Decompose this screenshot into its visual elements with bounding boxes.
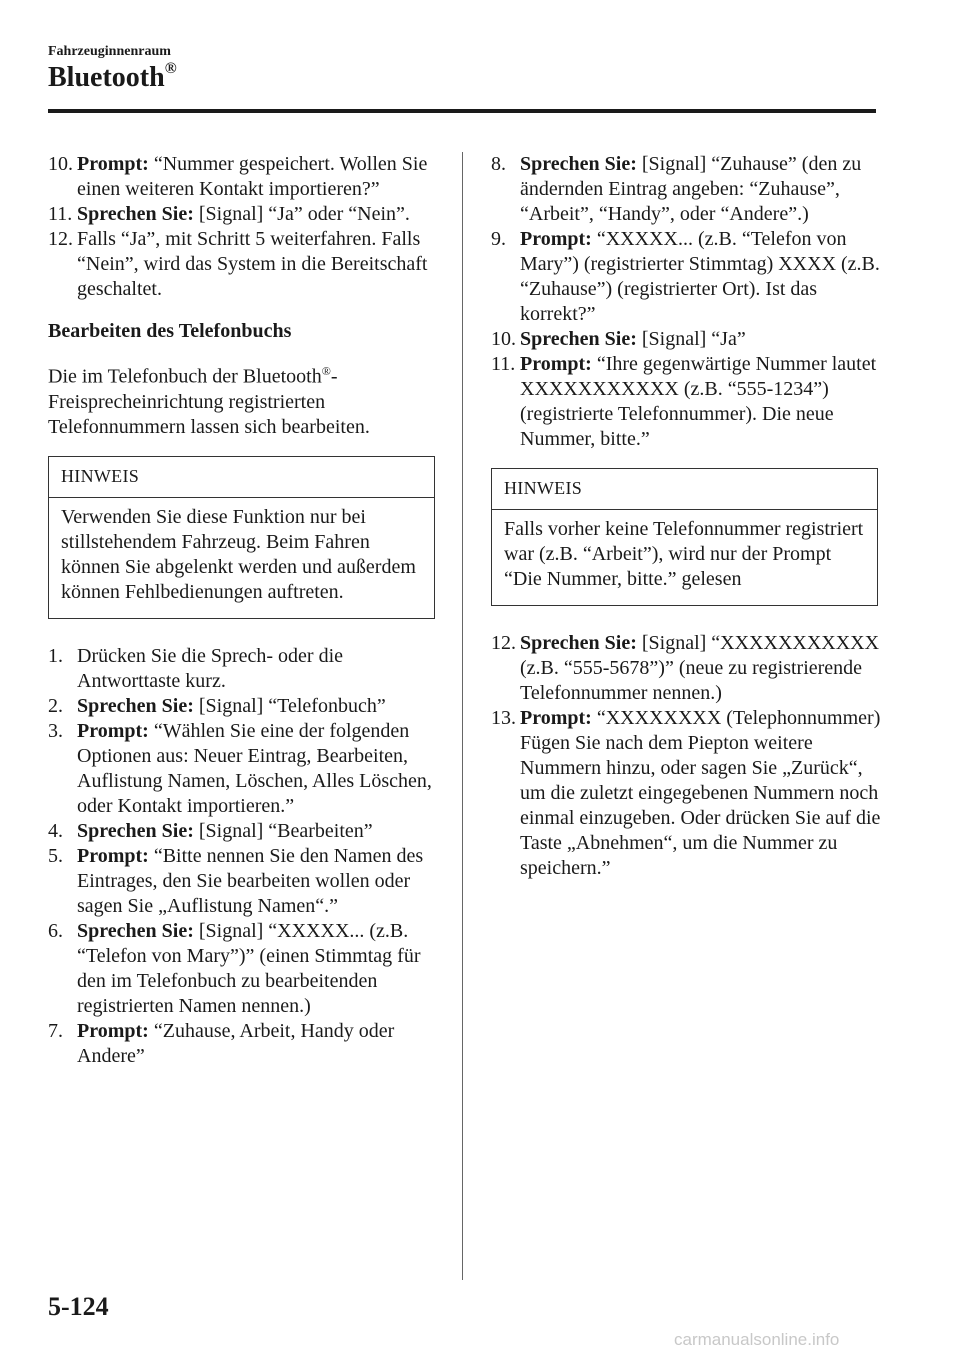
list-item — [48, 819, 438, 844]
list-item — [48, 844, 438, 919]
list-item — [48, 152, 438, 202]
step-text: “Bitte nennen Sie den Namen des Eintrages, den Sie bearbeiten wollen oder sagen Sie „Auflistung Namen“.” — [77, 844, 424, 917]
step-text: Drücken Sie die Sprech- oder die Antworttaste kurz. — [77, 644, 344, 692]
step-number: 1. — [48, 644, 63, 667]
step-label: Prompt: — [520, 353, 592, 375]
step-text: “XXXXX... (z.B. “Telefon von Mary”) (registrierter Stimmtag) XXXX (z.B. “Zuhause”) (registrierter Ort). Ist das korrekt?” — [520, 228, 880, 325]
step-number: 4. — [48, 819, 63, 842]
list-item — [491, 327, 881, 352]
step-number: 9. — [491, 228, 506, 250]
column-divider — [462, 152, 463, 1280]
step-text: [Signal] “Bearbeiten” — [193, 819, 373, 842]
step-label: Sprechen Sie: — [77, 694, 194, 717]
step-text: “Wählen Sie eine der folgenden Optionen aus: Neuer Eintrag, Bearbeiten, Auflistung Namen, Löschen, Alles Löschen, oder Kontakt importieren.” — [77, 719, 432, 817]
step-number: 10. — [491, 328, 516, 350]
step-list — [491, 152, 881, 452]
registered-mark: ® — [321, 364, 331, 378]
step-text: “XXXXXXXX (Telephonnummer) Fügen Sie nach dem Piepton weitere Nummern hinzu, oder sagen Sie „Zurück“, um die zuletzt eingegebenen Nummern noch einmal einzugeben. Oder drücken Sie auf die Taste „Abnehmen“, um die Nummer zu speichern.” — [520, 707, 881, 879]
step-list — [491, 631, 881, 881]
right-column — [491, 152, 881, 881]
step-number: 8. — [491, 153, 506, 175]
step-number: 6. — [48, 919, 63, 942]
step-label: Sprechen Sie: — [520, 328, 637, 350]
step-number: 12. — [48, 228, 73, 250]
list-item — [48, 1019, 438, 1069]
step-text: “Zuhause, Arbeit, Handy oder Andere” — [77, 1019, 395, 1067]
intro-text-b: -Freisprecheinrichtung registrierten Telefonnummern lassen sich bearbeiten. — [48, 365, 370, 438]
step-text: [Signal] “Ja” oder “Nein”. — [193, 203, 410, 225]
list-item — [48, 202, 438, 227]
step-list — [48, 644, 438, 1069]
step-label: Prompt: — [77, 844, 149, 867]
step-label: Sprechen Sie: — [520, 632, 637, 654]
step-number: 11. — [491, 353, 516, 375]
section-heading: Bearbeiten des Telefonbuchs — [48, 320, 292, 342]
page-title — [48, 62, 177, 94]
note-box — [491, 468, 878, 606]
step-number: 12. — [491, 632, 516, 654]
step-label: Prompt: — [77, 719, 149, 742]
step-list — [48, 152, 438, 302]
header-rule — [48, 109, 876, 113]
page-number: 5-124 — [48, 1292, 109, 1321]
step-text: Falls “Ja”, mit Schritt 5 weiterfahren. Falls “Nein”, wird das System in die Bereitschaft geschaltet. — [77, 228, 428, 300]
step-label: Sprechen Sie: — [77, 819, 194, 842]
note-text: Verwenden Sie diese Funktion nur bei stillstehendem Fahrzeug. Beim Fahren können Sie abgelenkt werden und außerdem können Fehlbedienungen auftreten. — [61, 505, 416, 603]
step-number: 2. — [48, 694, 63, 717]
step-text: [Signal] “Zuhause” (den zu ändernden Eintrag angeben: “Zuhause”, “Arbeit”, “Handy”, oder “Andere”.) — [520, 153, 862, 225]
left-column — [48, 152, 438, 1069]
list-item — [491, 227, 881, 327]
step-label: Prompt: — [77, 1019, 149, 1042]
list-item — [491, 631, 881, 706]
note-text: Falls vorher keine Telefonnummer registriert war (z.B. “Arbeit”), wird nur der Prompt “Die Nummer, bitte.” gelesen — [504, 518, 864, 590]
step-text: “Nummer gespeichert. Wollen Sie einen weiteren Kontakt importieren?” — [77, 153, 428, 200]
step-text: [Signal] “Telefonbuch” — [193, 694, 386, 717]
registered-mark: ® — [164, 60, 177, 77]
step-label: Sprechen Sie: — [520, 153, 637, 175]
step-number: 11. — [48, 203, 73, 225]
step-number: 5. — [48, 844, 63, 867]
step-label: Sprechen Sie: — [77, 203, 194, 225]
list-item — [48, 719, 438, 819]
list-item — [491, 352, 881, 452]
section-header: Fahrzeuginnenraum — [48, 44, 171, 59]
step-text: [Signal] “Ja” — [636, 328, 746, 350]
list-item — [48, 919, 438, 1019]
note-box — [48, 456, 435, 619]
list-item — [491, 706, 881, 881]
list-item — [491, 152, 881, 227]
step-label: Prompt: — [77, 153, 149, 175]
step-text: [Signal] “XXXXXXXXXXX (z.B. “555-5678”)” (neue zu registrierende Telefonnummer nennen.) — [520, 632, 880, 704]
step-label: Prompt: — [520, 707, 592, 729]
step-number: 13. — [491, 707, 516, 729]
list-item — [48, 227, 438, 302]
note-title: HINWEIS — [49, 457, 434, 498]
step-number: 10. — [48, 153, 73, 175]
step-number: 3. — [48, 719, 63, 742]
step-number: 7. — [48, 1019, 63, 1042]
step-text: [Signal] “XXXXX... (z.B. “Telefon von Mary”)” (einen Stimmtag für den im Telefonbuch zu bearbeitenden registrierten Namen nennen.) — [77, 919, 421, 1017]
list-item — [48, 644, 438, 694]
intro-text-a: Die im Telefonbuch der Bluetooth — [48, 365, 322, 388]
page-title-text: Bluetooth — [48, 62, 165, 93]
step-label: Prompt: — [520, 228, 592, 250]
step-label: Sprechen Sie: — [77, 919, 194, 942]
note-title: HINWEIS — [492, 469, 877, 510]
list-item — [48, 694, 438, 719]
intro-paragraph — [48, 359, 438, 440]
step-text: “Ihre gegenwärtige Nummer lautet XXXXXXXXXXX (z.B. “555-1234”) (registrierte Telefonnummer). Die neue Nummer, bitte.” — [520, 353, 877, 450]
watermark: carmanualsonline.info — [674, 1330, 840, 1349]
